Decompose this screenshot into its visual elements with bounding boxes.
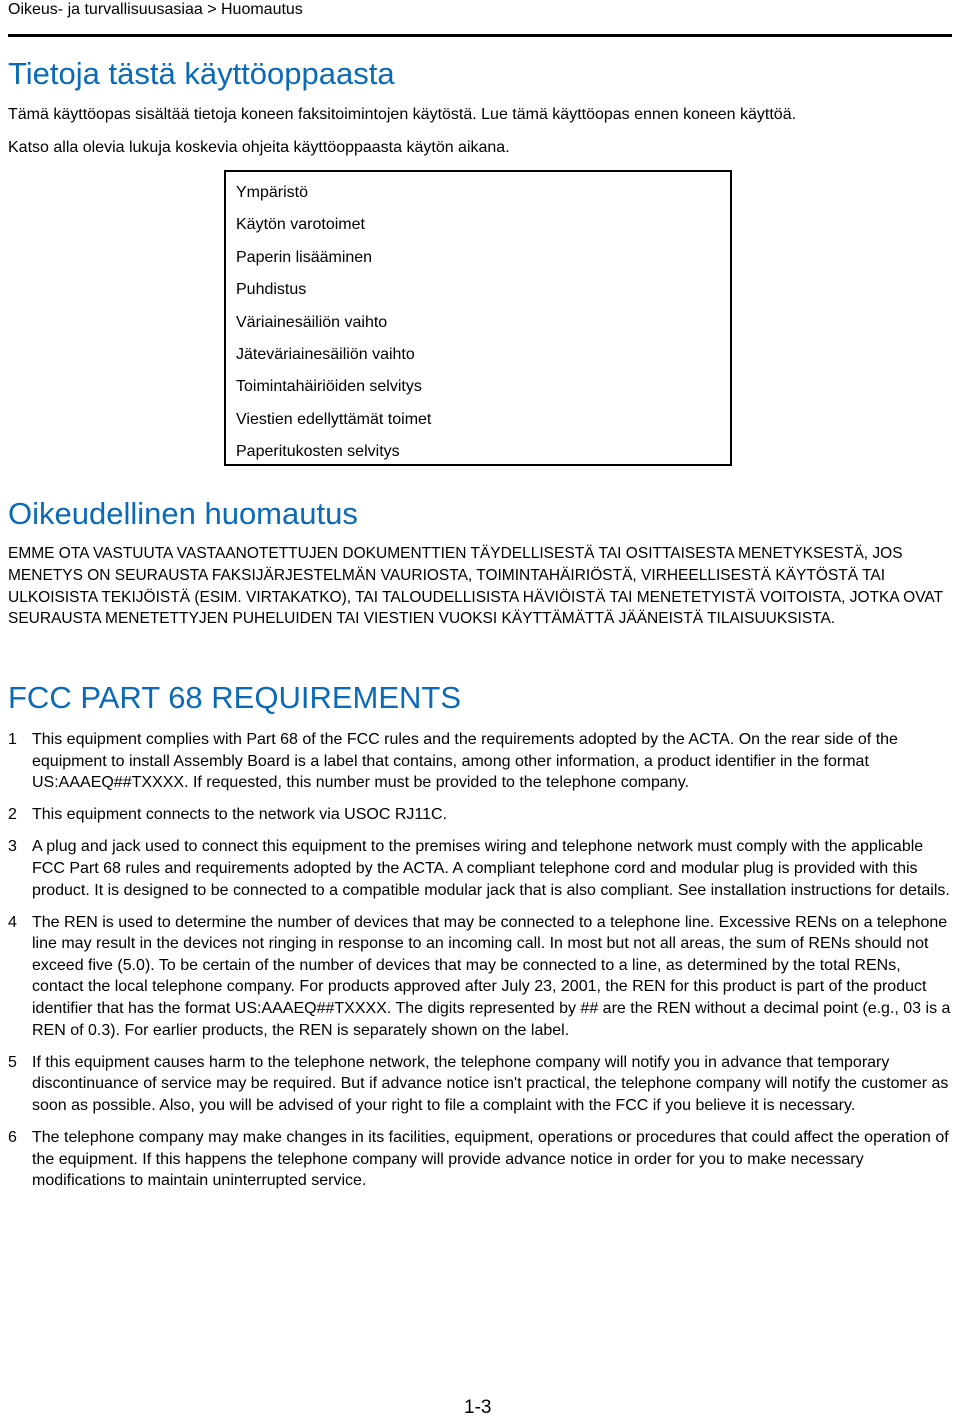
chapter-list-item: Ympäristö <box>236 184 309 201</box>
fcc-item-number: 5 <box>8 1053 17 1071</box>
fcc-requirements-list <box>8 729 952 1202</box>
section-title-legal-notice: Oikeudellinen huomautus <box>8 496 358 531</box>
breadcrumb: Oikeus- ja turvallisuusasiaa > Huomautus <box>8 1 303 18</box>
chapter-list-box <box>224 170 732 466</box>
section-title-about-guide: Tietoja tästä käyttöoppaasta <box>8 56 395 91</box>
legal-notice-text: EMME OTA VASTUUTA VASTAANOTETTUJEN DOKUMENTTIEN TÄYDELLISESTÄ TAI OSITTAISESTA MENETYKSESTÄ, JOS MENETYS ON SEURAUSTA FAKSIJÄRJESTELMÄN VAURIOSTA, TOIMINTAHÄIRIÖSTÄ, VIRHEELLISESTÄ KÄYTÖSTÄ TAI ULKOISISTA TEKIJÖISTÄ (ESIM. VIRTAKATKO), TAI TALOUDELLISISTA HÄVIÖISTÄ TAI MENETETYISTÄ VOITOISTA, JOTKA OVAT SEURAUSTA MENETETTYJEN PUHELUIDEN TAI VIESTIEN VUOKSI KÄYTTÄMÄTTÄ JÄÄNEISTÄ TILAISUUKSISTA. <box>8 545 943 628</box>
fcc-requirement-item <box>8 912 952 1042</box>
chapter-list-item: Viestien edellyttämät toimet <box>236 410 432 428</box>
fcc-item-number: 3 <box>8 838 17 856</box>
intro-paragraph-1: Tämä käyttöopas sisältää tietoja koneen faksitoimintojen käytöstä. Lue tämä käyttöopas ennen koneen käyttöä. <box>8 106 797 123</box>
fcc-item-text: This equipment connects to the network via USOC RJ11C. <box>32 806 447 824</box>
fcc-item-text: If this equipment causes harm to the telephone network, the telephone company will notify you in advance that temporary discontinuance of service may be required. But if advance notice isn't practical, the telephone company will notify the customer as soon as possible. Also, you will be advised of your right to file a complaint with the FCC if you believe it is necessary. <box>32 1053 949 1114</box>
fcc-requirement-item <box>8 1127 952 1192</box>
fcc-item-text: The telephone company may make changes in its facilities, equipment, operations or procedures that could affect the operation of the equipment. If this happens the telephone company will provide advance notice in order for you to make necessary modifications to maintain uninterrupted service. <box>32 1129 949 1190</box>
chapter-list-item: Paperitukosten selvitys <box>236 443 400 461</box>
fcc-item-number: 1 <box>8 731 17 748</box>
intro-paragraph-2: Katso alla olevia lukuja koskevia ohjeita käyttöoppaasta käytön aikana. <box>8 139 510 156</box>
fcc-requirement-item <box>8 729 952 794</box>
chapter-list-item: Jäteväriainesäiliön vaihto <box>236 345 415 363</box>
chapter-list-item: Väriainesäiliön vaihto <box>236 313 388 331</box>
chapter-list-item: Puhdistus <box>236 281 307 299</box>
section-title-fcc-requirements: FCC PART 68 REQUIREMENTS <box>8 680 462 715</box>
chapter-list-item: Toimintahäiriöiden selvitys <box>236 378 422 396</box>
fcc-requirement-item <box>8 804 952 826</box>
fcc-requirement-item <box>8 1052 952 1117</box>
fcc-item-number: 4 <box>8 913 17 931</box>
page-number: 1-3 <box>464 1397 492 1418</box>
header-rule <box>8 34 952 37</box>
chapter-list-item: Paperin lisääminen <box>236 248 373 266</box>
fcc-item-number: 2 <box>8 806 17 824</box>
fcc-item-text: A plug and jack used to connect this equipment to the premises wiring and telephone network must comply with the applicable FCC Part 68 rules and requirements adopted by the ACTA. A compliant telephone cord and modular plug is provided with this product. It is designed to be connected to a compatible modular jack that is also compliant. See installation instructions for details. <box>32 838 950 899</box>
fcc-item-text: This equipment complies with Part 68 of the FCC rules and the requirements adopted by the ACTA. On the rear side of the equipment to install Assembly Board is a label that contains, among other information, a product identifier in the format US:AAAEQ##TXXXX. If requested, this number must be provided to the telephone company. <box>32 731 898 792</box>
chapter-list-item: Käytön varotoimet <box>236 216 365 234</box>
fcc-item-number: 6 <box>8 1129 17 1146</box>
fcc-item-text: The REN is used to determine the number of devices that may be connected to a telephone line. Excessive RENs on a telephone line may result in the devices not ringing in response to an incoming call. In most but not all areas, the sum of RENs should not exceed five (5.0). To be certain of the number of devices that may be connected to a line, as determined by the total RENs, contact the local telephone company. For products approved after July 23, 2001, the REN for this product is part of the product identifier that has the format US:AAAEQ##TXXXX. The digits represented by ## are the REN without a decimal point (e.g., 03 is a REN of 0.3). For earlier products, the REN is separately shown on the label. <box>32 913 951 1039</box>
fcc-requirement-item <box>8 836 952 901</box>
